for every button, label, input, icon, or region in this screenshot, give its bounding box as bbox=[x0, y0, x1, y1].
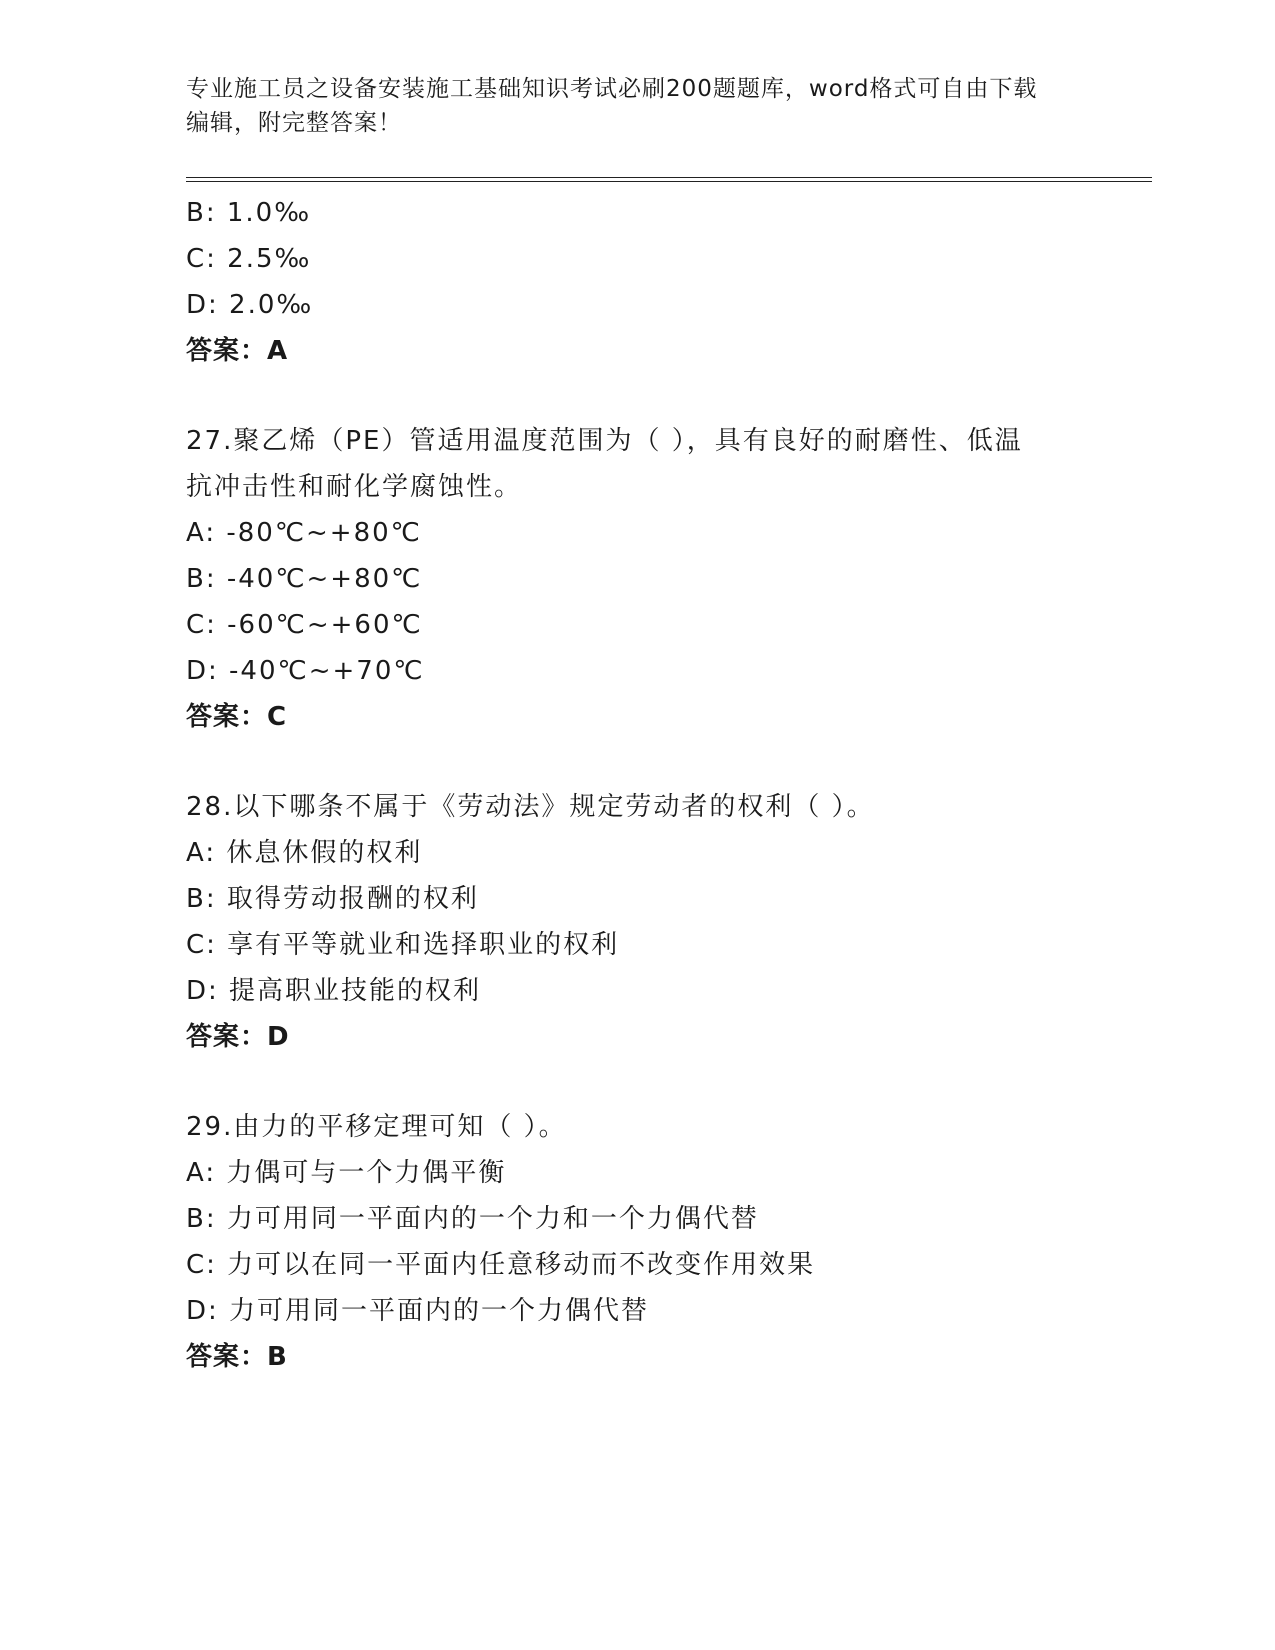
header-line-1: 专业施工员之设备安装施工基础知识考试必刷200题题库，word格式可自由下载 bbox=[186, 76, 1038, 102]
document-header bbox=[186, 72, 1086, 140]
header-divider-bottom bbox=[186, 181, 1152, 182]
option-a: A: -80℃~+80℃ bbox=[186, 518, 422, 548]
question-text-line-1: 27.聚乙烯（PE）管适用温度范围为（ ），具有良好的耐磨性、低温 bbox=[186, 426, 1023, 456]
option-d: D: -40℃~+70℃ bbox=[186, 656, 425, 686]
question-text: 28.以下哪条不属于《劳动法》规定劳动者的权利（ ）。 bbox=[186, 792, 875, 822]
option-c: C: 力可以在同一平面内任意移动而不改变作用效果 bbox=[186, 1250, 816, 1280]
answer: 答案：C bbox=[186, 702, 288, 732]
question-text: 29.由力的平移定理可知（ ）。 bbox=[186, 1112, 567, 1142]
question-27 bbox=[186, 418, 1086, 740]
option-c: C: -60℃~+60℃ bbox=[186, 610, 423, 640]
answer: 答案：D bbox=[186, 1022, 290, 1052]
option-d: D: 2.0‰ bbox=[186, 290, 314, 320]
option-a: A: 力偶可与一个力偶平衡 bbox=[186, 1158, 507, 1188]
option-a: A: 休息休假的权利 bbox=[186, 838, 423, 868]
option-c: C: 2.5‰ bbox=[186, 244, 312, 274]
option-b: B: 取得劳动报酬的权利 bbox=[186, 884, 479, 914]
question-list bbox=[186, 190, 1086, 1380]
option-b: B: 力可用同一平面内的一个力和一个力偶代替 bbox=[186, 1204, 759, 1234]
option-b: B: 1.0‰ bbox=[186, 198, 312, 228]
header-line-2: 编辑，附完整答案！ bbox=[186, 110, 402, 136]
option-b: B: -40℃~+80℃ bbox=[186, 564, 423, 594]
header-divider-top bbox=[186, 177, 1152, 178]
answer: 答案：B bbox=[186, 1342, 288, 1372]
question-text-line-2: 抗冲击性和耐化学腐蚀性。 bbox=[186, 472, 523, 502]
question-26 bbox=[186, 190, 1086, 374]
question-29 bbox=[186, 1104, 1086, 1380]
option-d: D: 提高职业技能的权利 bbox=[186, 976, 482, 1006]
option-c: C: 享有平等就业和选择职业的权利 bbox=[186, 930, 620, 960]
question-28 bbox=[186, 784, 1086, 1060]
answer: 答案：A bbox=[186, 336, 289, 366]
option-d: D: 力可用同一平面内的一个力偶代替 bbox=[186, 1296, 650, 1326]
